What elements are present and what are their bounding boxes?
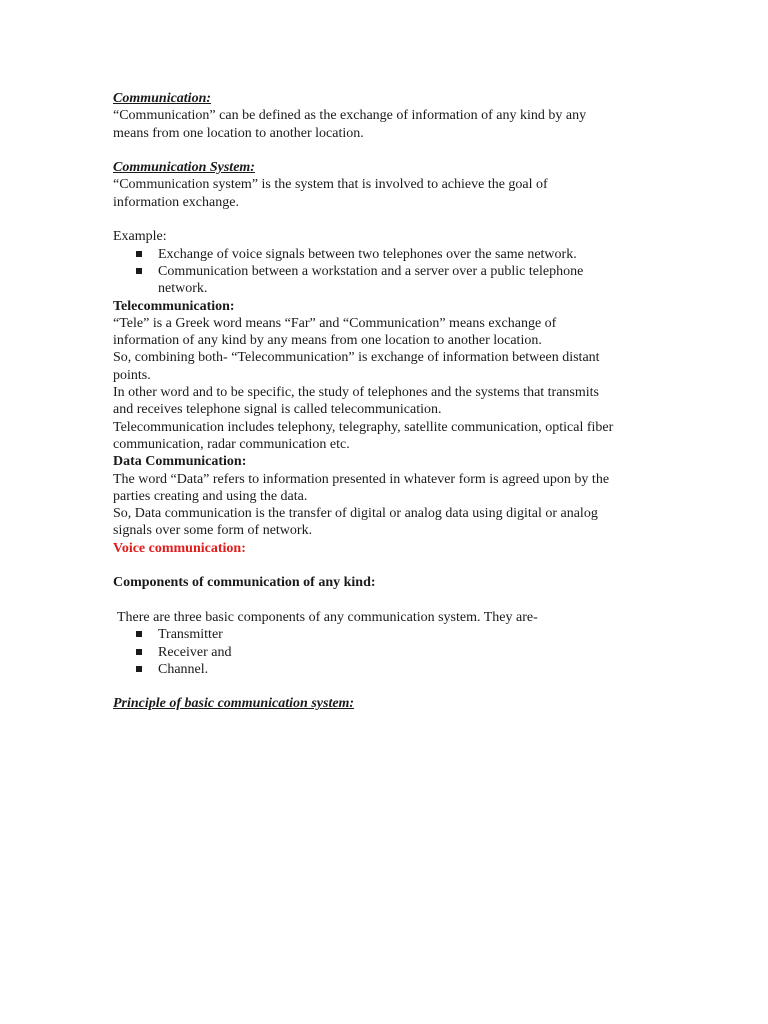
list-item-continuation [113,280,673,297]
paragraph-line: “Communication” can be defined as the exchange of information of any kind by any [113,108,587,124]
paragraph-line: So, Data communication is the transfer of digital or analog data using digital or analog [113,506,598,522]
blank-line [113,211,673,228]
paragraph-line: Telecommunication includes telephony, telegraphy, satellite communication, optical fiber [113,419,614,435]
square-bullet-icon [136,251,142,257]
paragraph-line: parties creating and using the data. [113,488,308,504]
square-bullet-icon [136,666,142,672]
paragraph-line: and receives telephone signal is called telecommunication. [113,402,442,418]
list-item-text: Receiver and [158,644,232,660]
blank-line [113,592,673,609]
square-bullet-icon [136,268,142,274]
square-bullet-icon [136,649,142,655]
list-item-text: Communication between a workstation and a server over a public telephone [158,263,584,279]
paragraph-line: In other word and to be specific, the study of telephones and the systems that transmits [113,385,600,401]
components-intro: There are three basic components of any communication system. They are- [117,609,538,625]
heading-telecommunication: Telecommunication: [113,298,235,314]
list-item [113,263,673,280]
heading-communication-system: Communication System: [113,160,255,176]
paragraph-line: communication, radar communication etc. [113,436,350,452]
heading-principle: Principle of basic communication system: [113,696,355,712]
list-item-text: Exchange of voice signals between two telephones over the same network. [158,246,577,262]
paragraph-line: information exchange. [113,194,239,210]
paragraph-line: means from one location to another location. [113,125,364,141]
blank-line [113,142,673,159]
paragraph-line: information of any kind by any means from one location to another location. [113,333,542,349]
heading-components: Components of communication of any kind: [113,575,376,591]
heading-communication: Communication: [113,91,212,106]
square-bullet-icon [136,631,142,637]
paragraph-line: points. [113,367,151,383]
list-item [113,644,673,661]
example-label: Example: [113,229,167,245]
blank-line [113,557,673,574]
example-bullet-list [113,246,673,298]
paragraph-line: “Tele” is a Greek word means “Far” and “Communication” means exchange of [113,315,557,331]
list-item-text: network. [158,281,208,297]
paragraph-line: signals over some form of network. [113,523,313,539]
heading-voice-communication: Voice communication: [113,540,246,556]
heading-data-communication: Data Communication: [113,454,247,470]
list-item-text: Channel. [158,661,209,677]
list-item [113,246,673,263]
list-item-text: Transmitter [158,627,223,643]
list-item [113,626,673,643]
blank-line [113,678,673,695]
paragraph-line: So, combining both- “Telecommunication” is exchange of information between distant [113,350,600,366]
paragraph-line: The word “Data” refers to information presented in whatever form is agreed upon by the [113,471,610,487]
document-page [113,90,673,713]
paragraph-line: “Communication system” is the system that is involved to achieve the goal of [113,177,548,193]
components-bullet-list [113,626,673,678]
list-item [113,661,673,678]
